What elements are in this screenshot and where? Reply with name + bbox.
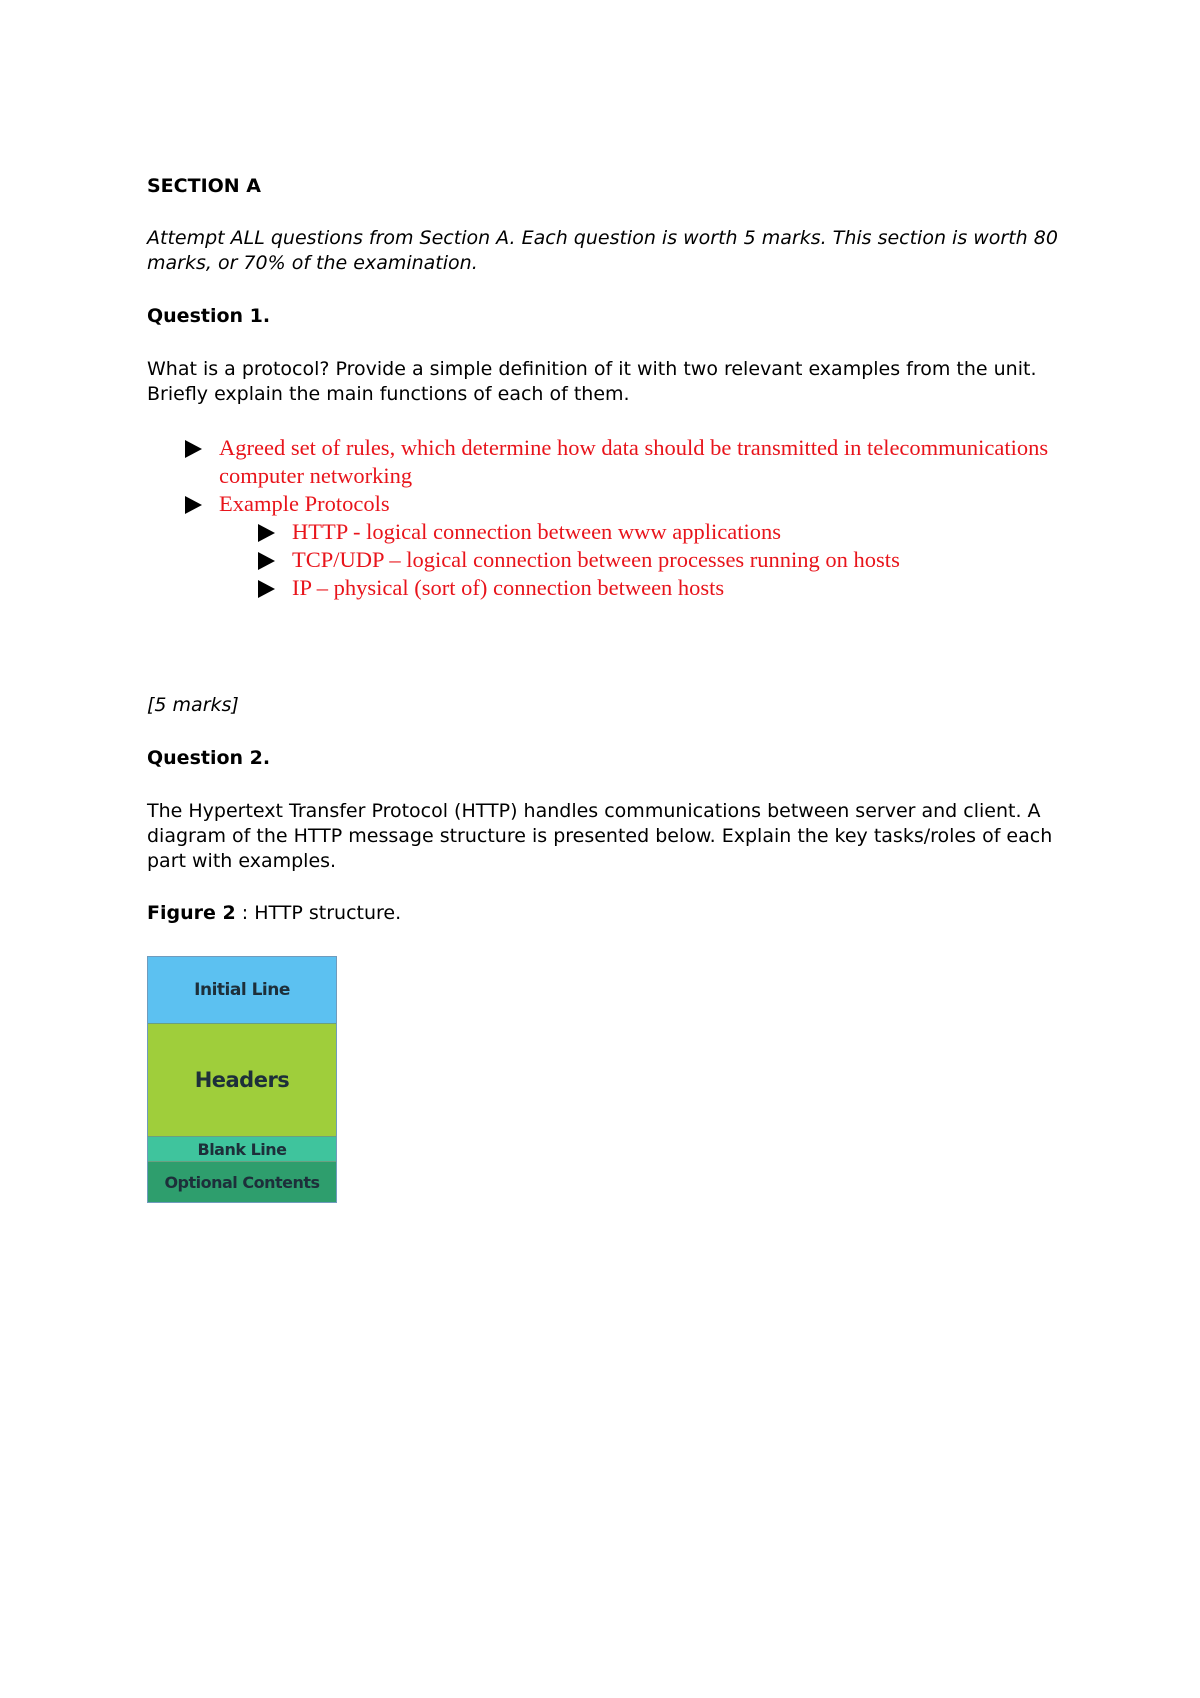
triangle-right-icon	[185, 496, 202, 514]
question-2-heading: Question 2.	[147, 747, 271, 769]
answer-example-tcp-udp: TCP/UDP – logical connection between processes running on hosts	[292, 547, 900, 572]
diagram-optional-contents: Optional Contents	[148, 1162, 336, 1202]
answer-definition: Agreed set of rules, which determine how data should be transmitted in telecommunications computer networking	[219, 435, 1049, 488]
question-2-text: The Hypertext Transfer Protocol (HTTP) handles communications between server and client. A diagram of the HTTP message structure is presented below. Explain the key tasks/roles of each part with examples.	[147, 800, 1053, 872]
question-1-heading: Question 1.	[147, 305, 271, 327]
section-instructions: Attempt ALL questions from Section A. Each question is worth 5 marks. This section is worth 80 marks, or 70% of the examination.	[147, 227, 1058, 274]
diagram-initial-line: Initial Line	[148, 957, 336, 1024]
list-item	[147, 434, 1067, 490]
figure-caption	[147, 901, 1067, 926]
list-item	[147, 518, 1067, 546]
question-1-answer-list	[147, 434, 1067, 602]
document-page	[147, 174, 1067, 1203]
list-item	[147, 574, 1067, 602]
figure-label: Figure 2	[147, 902, 236, 924]
answer-example-http: HTTP - logical connection between www applications	[292, 519, 782, 544]
diagram-blank-line: Blank Line	[148, 1137, 336, 1162]
triangle-right-icon	[258, 524, 275, 542]
figure-caption-text: : HTTP structure.	[235, 902, 402, 924]
question-1-text: What is a protocol? Provide a simple definition of it with two relevant examples from the unit. Briefly explain the main functions of each of them.	[147, 358, 1037, 405]
section-title: SECTION A	[147, 175, 262, 197]
http-structure-diagram	[147, 956, 337, 1203]
triangle-right-icon	[258, 580, 275, 598]
question-1-marks: [5 marks]	[147, 694, 239, 716]
diagram-headers: Headers	[148, 1024, 336, 1137]
answer-example-ip: IP – physical (sort of) connection between hosts	[292, 575, 725, 600]
triangle-right-icon	[185, 440, 202, 458]
answer-examples-label: Example Protocols	[219, 491, 390, 516]
list-item	[147, 490, 1067, 518]
list-item	[147, 546, 1067, 574]
triangle-right-icon	[258, 552, 275, 570]
